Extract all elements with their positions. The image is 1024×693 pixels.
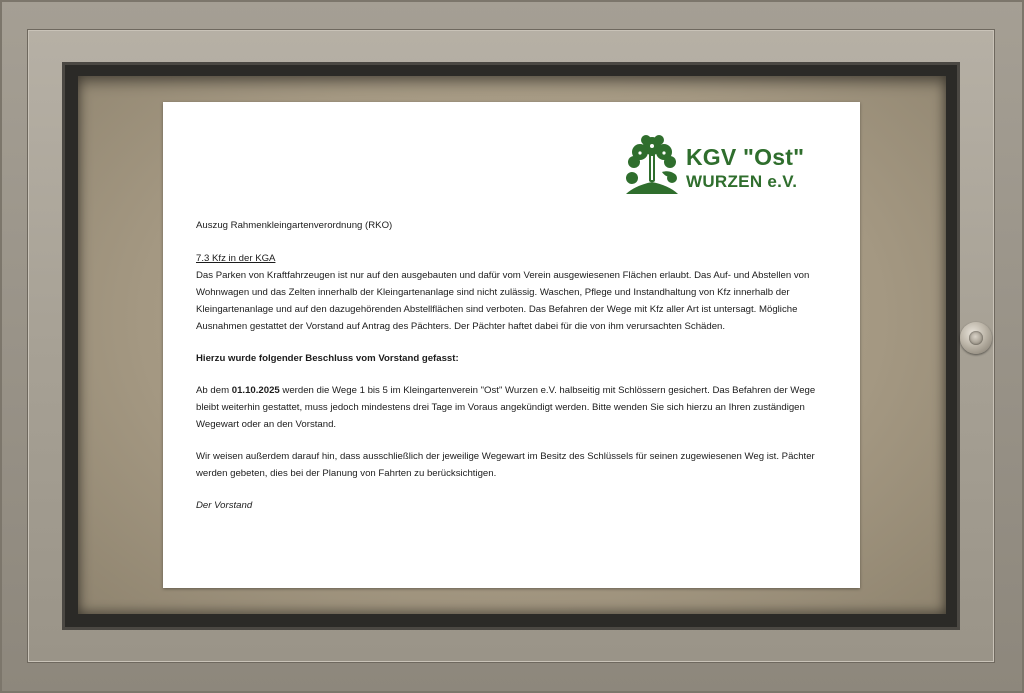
resolution-date: 01.10.2025: [231, 385, 280, 396]
notice-content: [196, 217, 836, 514]
notice-heading: Auszug Rahmenkleingartenverordnung (RKO): [196, 220, 393, 231]
section-title: 7.3 Kfz in der KGA: [196, 253, 276, 264]
notice-sheet: [163, 102, 860, 588]
club-name: KGV "Ost": [686, 144, 805, 170]
club-logo: [622, 132, 862, 196]
tree-with-fruits-icon: [622, 132, 682, 196]
signature: Der Vorstand: [196, 500, 253, 511]
resolution-prefix: Ab dem: [196, 385, 232, 396]
resolution-intro: Hierzu wurde folgender Beschluss vom Vorstand gefasst:: [196, 353, 459, 364]
club-location: WURZEN e.V.: [686, 172, 798, 191]
section-text: Das Parken von Kraftfahrzeugen ist nur auf den ausgebauten und dafür vom Verein ausgewiesenen Flächen erlaubt. Das Auf- und Abstellen von Wohnwagen und das Zelten innerhalb der Kleingartenanlage sind nicht zulässig. Waschen, Pflege und Instandhaltung von Kfz innerhalb der Kleingartenanlage und auf den dazugehörenden Abstellflächen sind verboten. Das Befahren der Wege mit Kfz aller Art ist untersagt. Mögliche Ausnahmen gestattet der Vorstand auf Antrag des Pächters. Der Pächter haftet dabei für die von ihm verursachten Schäden.: [196, 270, 810, 332]
resolution-paragraph: [196, 382, 836, 433]
lock-icon[interactable]: [960, 322, 992, 354]
key-note: Wir weisen außerdem darauf hin, dass ausschließlich der jeweilige Wegewart im Besitz des Schlüssels für seinen zugewiesenen Weg ist. Pächter werden gebeten, dies bei der Planung von Fahrten zu berücksichtigen.: [196, 451, 815, 479]
lock-cylinder: [969, 331, 983, 345]
resolution-text: werden die Wege 1 bis 5 im Kleingartenverein "Ost" Wurzen e.V. halbseitig mit Schlössern gesichert. Das Befahren der Wege bleibt weiterhin gestattet, muss jedoch mindestens drei Tage im Voraus angekündigt werden. Bitte wenden Sie sich hierzu an Ihren zuständigen Wegewart oder an den Vorstand.: [196, 385, 816, 430]
